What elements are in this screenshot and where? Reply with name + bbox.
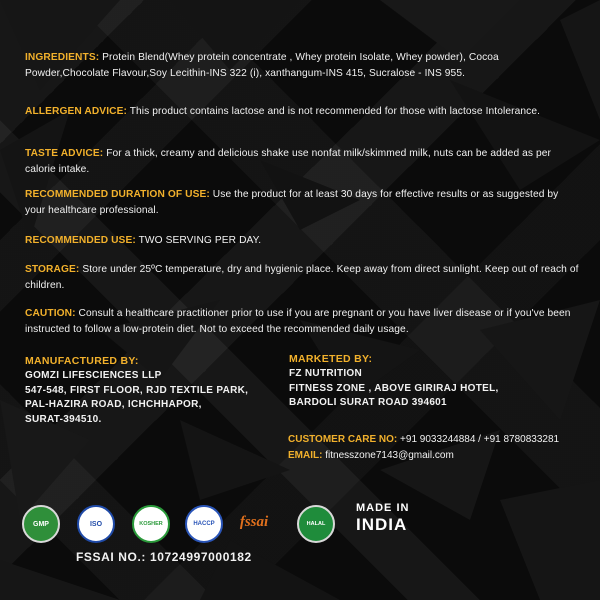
customer-care-label: CUSTOMER CARE NO: [288,434,398,445]
certification-badges [22,505,342,543]
made-in-india-mark [356,502,409,535]
made-in-text: MADE IN [356,502,410,514]
email-address[interactable]: fitnesszone7143@gmail.com [325,450,454,461]
kosher-badge-icon: KOSHER [132,505,170,543]
marketer-line: BARDOLI SURAT ROAD 394601 [289,397,447,408]
caution-paragraph [25,306,580,338]
storage-paragraph [25,262,580,294]
iso-badge-icon: ISO [77,505,115,543]
manufacturer-line: GOMZI LIFESCIENCES LLP [25,370,162,381]
manufacturer-line: PAL-HAZIRA ROAD, ICHCHHAPOR, [25,399,202,410]
manufacturer-line: 547-548, FIRST FLOOR, RJD TEXTILE PARK, [25,384,249,396]
marketed-by-title: MARKETED BY: [289,353,373,365]
gmp-badge-icon: GMP [22,505,60,543]
storage-text: Store under 25ºC temperature, dry and hygienic place. Keep away from direct sunlight. Keep out of reach of children. [25,264,579,291]
ingredients-label: INGREDIENTS: [25,52,100,63]
email-label: EMAIL: [288,450,323,461]
marketer-line: FZ NUTRITION [289,368,363,379]
taste-paragraph [25,146,580,178]
storage-label: STORAGE: [25,264,80,275]
fssai-number-label: FSSAI NO.: [76,550,147,564]
duration-text: Use the product for at least 30 days for effective results or as suggested by your healthcare professional. [25,189,559,216]
marketed-by-block [289,353,569,411]
india-text: INDIA [356,515,408,534]
manufacturer-line: SURAT-394510. [25,413,102,425]
taste-label: TASTE ADVICE: [25,148,104,159]
use-paragraph [25,233,580,249]
ingredients-paragraph [25,50,580,82]
marketer-line: FITNESS ZONE , ABOVE GIRIRAJ HOTEL, [289,382,499,394]
email-row [288,448,593,464]
use-text: TWO SERVING PER DAY. [138,235,262,246]
haccp-badge-icon: HACCP [185,505,223,543]
duration-paragraph [25,187,580,219]
allergen-text: This product contains lactose and is not recommended for those with lactose Intolerance. [129,106,541,117]
fssai-number-value: 10724997000182 [149,550,252,564]
customer-care [288,432,593,448]
fssai-logo-icon: fssai [239,513,269,530]
use-label: RECOMMENDED USE: [25,235,136,246]
duration-label: RECOMMENDED DURATION OF USE: [25,189,210,200]
allergen-label: ALLERGEN ADVICE: [25,106,127,117]
manufactured-by-title: MANUFACTURED BY: [25,355,139,367]
caution-label: CAUTION: [25,308,76,319]
allergen-paragraph [25,104,580,120]
taste-text: For a thick, creamy and delicious shake use nonfat milk/skimmed milk, nuts can be added as per calorie intake. [25,148,552,175]
manufactured-by-block [25,355,285,427]
caution-text: Consult a healthcare practitioner prior to use if you are pregnant or you have liver disease or if you've been instructed to follow a low-protein diet. Not to exceed the recommended daily usage. [25,308,571,335]
fssai-number [76,550,252,564]
halal-badge-icon: HALAL [297,505,335,543]
customer-care-number[interactable]: +91 9033244884 / +91 8780833281 [400,434,560,445]
ingredients-text: Protein Blend(Whey protein concentrate , Whey protein Isolate, Whey powder), Cocoa Powder,Chocolate Flavour,Soy Lecithin-INS 322 (i), xanthangum-INS 415, Sucralose - INS 955. [25,52,499,79]
